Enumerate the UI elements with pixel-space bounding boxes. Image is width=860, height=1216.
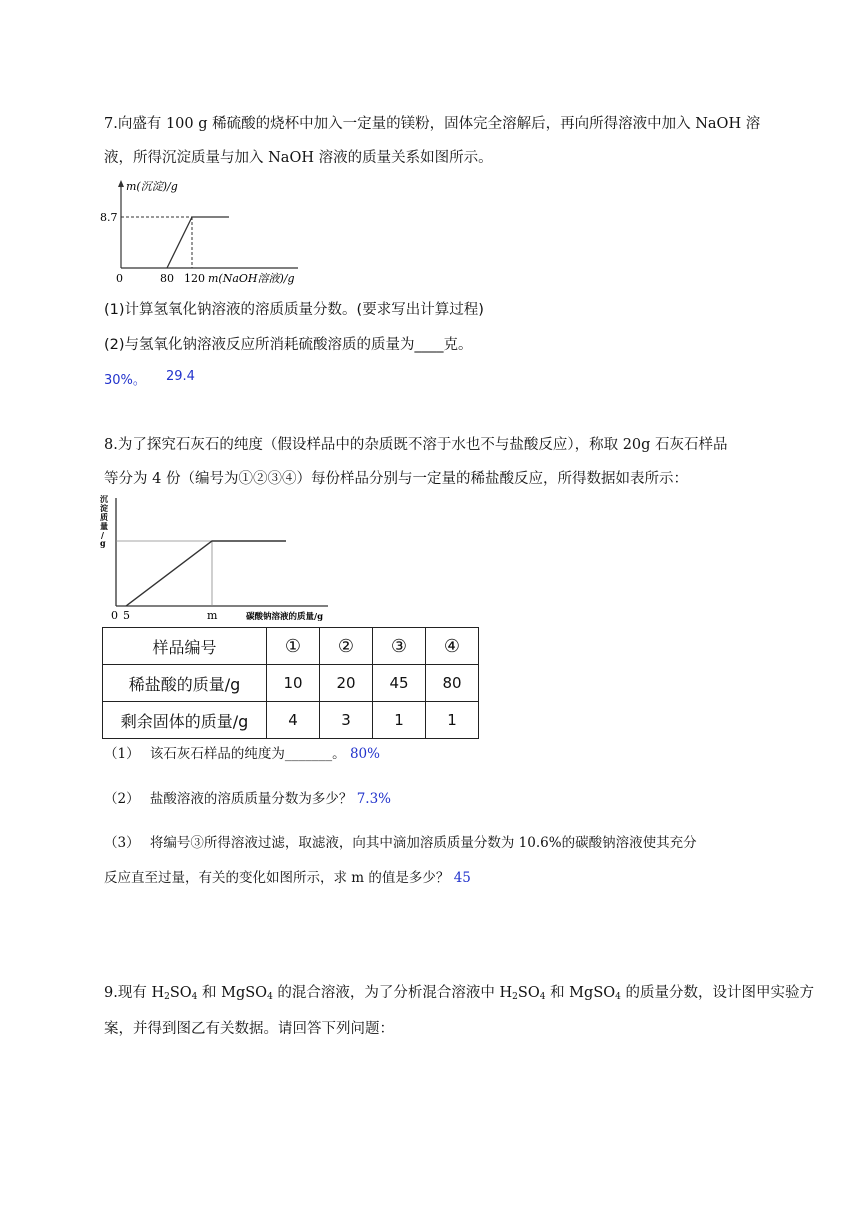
q8-sub3-text1: 将编号③所得溶液过滤，取滤液，向其中滴加溶质质量分数为 10.6%的碳酸钠溶液使其充分	[149, 835, 697, 851]
q9-frag: 的质量分数，设计图甲实验方	[620, 985, 814, 1001]
table-row	[103, 628, 479, 665]
table-cell: 1	[373, 702, 426, 739]
q8-x-tick-5: 5	[123, 609, 130, 622]
q9-frag: SO	[517, 985, 540, 1001]
q7-y-tick: 8.7	[100, 211, 118, 224]
table-header-cell: ③	[373, 628, 426, 665]
q9-subscript: 4	[191, 992, 198, 1002]
q8-x-label: 碳酸钠溶液的质量/g	[246, 612, 324, 622]
table-header-cell: 样品编号	[103, 628, 267, 665]
q7-y-label: m(沉淀)/g	[126, 180, 178, 193]
q8-sub3-line2	[104, 866, 471, 886]
q9-subscript: 4	[615, 992, 621, 1002]
q7-origin-label: 0	[116, 272, 123, 285]
q8-sub2-number: （2）	[104, 791, 140, 807]
q8-sub2-answer: 7.3%	[356, 791, 391, 807]
q8-series-line	[126, 541, 286, 606]
q9-frag: 9.现有 H	[104, 985, 165, 1001]
q8-sub2-text: 盐酸溶液的溶质质量分数为多少？	[149, 791, 353, 807]
q8-sub1	[104, 742, 380, 762]
q7-sub1: (1)计算氢氧化钠溶液的溶质质量分数。(要求写出计算过程)	[104, 302, 484, 318]
q8-text-line1: 8.为了探究石灰石的纯度（假设样品中的杂质既不溶于水也不与盐酸反应），称取 20g 石灰石样品	[104, 437, 728, 453]
q8-sub2	[104, 787, 391, 807]
q9-text-line1	[104, 981, 814, 1002]
q8-y-label: 沉 淀 质 量 / g	[100, 494, 108, 548]
q7-answer2: 29.4	[166, 369, 195, 384]
q9-frag: SO	[169, 985, 192, 1001]
table-row	[103, 702, 479, 739]
table-cell: 10	[267, 665, 320, 702]
q7-sub2: (2)与氢氧化钠溶液反应所消耗硫酸溶质的质量为____克。	[104, 337, 473, 353]
q8-x-tick-m: m	[207, 609, 218, 622]
q7-chart	[96, 176, 316, 288]
q8-sub1-text: 该石灰石样品的纯度为_______。	[149, 746, 346, 762]
q9-frag: 和 MgSO	[197, 985, 268, 1001]
q9-subscript: 2	[512, 992, 518, 1002]
q7-x-tick-80: 80	[160, 272, 174, 285]
q7-text-line2: 液，所得沉淀质量与加入 NaOH 溶液的质量关系如图所示。	[104, 150, 493, 166]
table-cell: 3	[320, 702, 373, 739]
q8-chart	[96, 490, 346, 626]
table-header-cell: ①	[267, 628, 320, 665]
q8-sub1-number: （1）	[104, 746, 140, 762]
q8-sub3-text2: 反应直至过量，有关的变化如图所示，求 m 的值是多少？	[104, 870, 450, 886]
q9-text-line2: 案，并得到图乙有关数据。请回答下列问题：	[104, 1021, 394, 1037]
q7-x-label: m(NaOH溶液)/g	[208, 272, 295, 285]
table-cell: 20	[320, 665, 373, 702]
q8-sub3-number: （3）	[104, 835, 140, 851]
table-row	[103, 665, 479, 702]
table-cell: 80	[426, 665, 479, 702]
q9-frag: 的混合溶液，为了分析混合溶液中 H	[272, 985, 513, 1001]
q8-data-table	[102, 627, 479, 739]
table-cell: 4	[267, 702, 320, 739]
table-cell: 稀盐酸的质量/g	[103, 665, 267, 702]
q7-x-tick-120: 120	[184, 272, 205, 285]
q8-sub3-answer: 45	[453, 870, 471, 886]
table-header-cell: ④	[426, 628, 479, 665]
q9-frag: 和 MgSO	[545, 985, 616, 1001]
q7-series-line	[167, 217, 229, 268]
q7-y-axis-arrow	[118, 180, 124, 187]
q8-origin-label: 0	[111, 609, 118, 622]
q9-subscript: 4	[539, 992, 546, 1002]
q8-sub1-answer: 80%	[349, 746, 380, 762]
table-cell: 45	[373, 665, 426, 702]
q8-sub3-line1	[104, 831, 697, 851]
table-cell: 剩余固体的质量/g	[103, 702, 267, 739]
q9-subscript: 2	[164, 992, 170, 1002]
q8-text-line2: 等分为 4 份（编号为①②③④）每份样品分别与一定量的稀盐酸反应，所得数据如表所示：	[104, 471, 688, 487]
q7-answer1: 30%。	[104, 373, 146, 388]
table-header-cell: ②	[320, 628, 373, 665]
table-cell: 1	[426, 702, 479, 739]
q7-text-line1: 7.向盛有 100 g 稀硫酸的烧杯中加入一定量的镁粉，固体完全溶解后，再向所得溶液中加入 NaOH 溶	[104, 116, 761, 132]
q9-subscript: 4	[267, 992, 273, 1002]
